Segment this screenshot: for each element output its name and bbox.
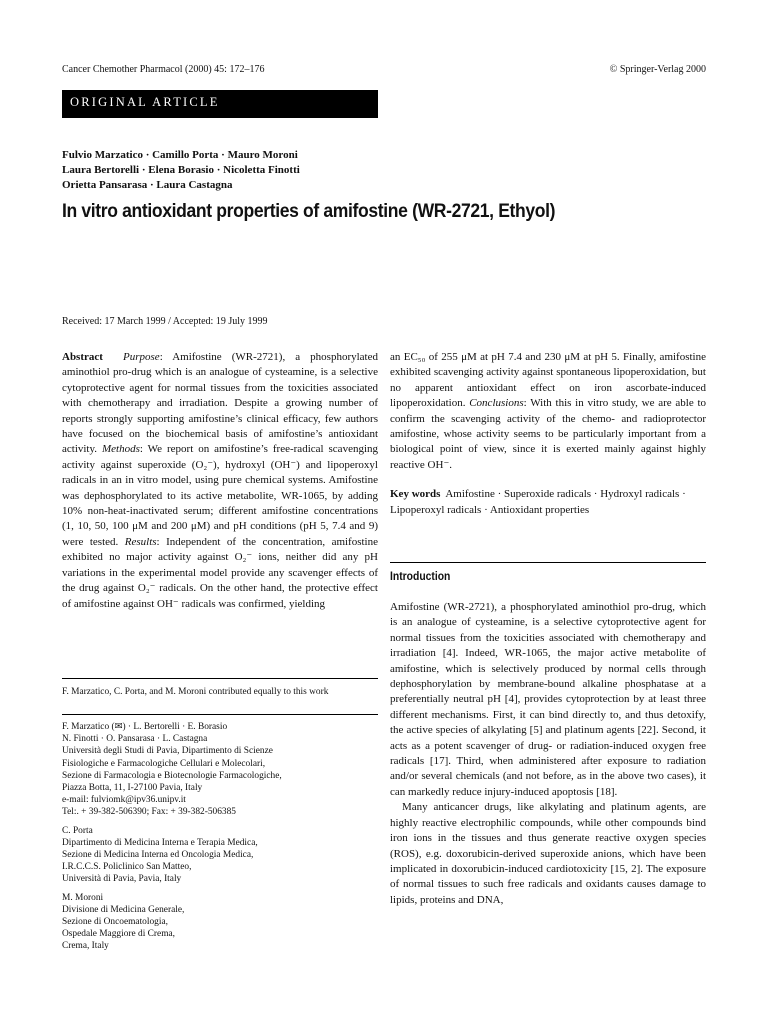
affiliation-line: F. Marzatico (✉) · L. Bertorelli · E. Borasio [62,722,228,732]
affiliation-line: Ospedale Maggiore di Crema, [62,929,175,940]
abstract-left-column [62,350,378,612]
results-label: Results [124,535,157,548]
purpose-label: Purpose [123,351,160,363]
affiliation-line: Sezione di Medicina Interna ed Oncologia Medica, [62,850,254,861]
abstract-right-column [390,350,706,518]
affiliation-line: Sezione di Farmacologia e Biotecnologie Farmacologiche, [62,770,282,781]
affiliation-line: M. Moroni [62,892,104,903]
keywords-text: Amifostine · Superoxide radicals · Hydroxyl radicals · Lipoperoxyl radicals · Antioxidant properties [390,488,686,516]
affiliation-divider [62,714,378,715]
keywords [390,487,706,518]
copyright-notice: © Springer-Verlag 2000 [609,64,706,75]
author-line: Laura Bertorelli · Elena Borasio · Nicoletta Finotti [62,164,300,176]
affiliation-line: Università di Pavia, Pavia, Italy [62,874,182,885]
introduction-body [390,600,706,908]
received-accepted-dates: Received: 17 March 1999 / Accepted: 19 July 1999 [62,316,268,327]
affiliation-line: Crema, Italy [62,941,109,952]
affiliation-line: Piazza Botta, 11, I-27100 Pavia, Italy [62,783,203,794]
abstract-continued-text: an EC₅₀ of 255 μM at pH 7.4 and 230 μM at pH 5. Finally, amifostine exhibited scavenging activity against spontaneous lipoperoxidation, but no apparent antioxidant effect on iron ascorbate-induced lipoperoxidation. [390,351,706,410]
abstract-label: Abstract [62,351,103,363]
conclusions-text: : With this in vitro study, we are able to confirm the scavenging activity of the chemo- and radioprotector amifostine, whose activity seems to be particularly important from a biological point of view, since it is exerted mainly against highly reactive OH⁻. [390,397,707,471]
author-line: Fulvio Marzatico · Camillo Porta · Mauro Moroni [62,149,298,161]
conclusions-label: Conclusions [469,397,524,410]
affiliation-line: Divisione di Medicina Generale, [62,904,185,915]
affiliation-block [62,892,378,953]
introduction-paragraph: Amifostine (WR-2721), a phosphorylated aminothiol pro-drug, which is an analogue of cysteamine, is a selective cytoprotective agent for normal tissues from the toxicities associated with chemotherapy and irradiation [4]. Indeed, WR-1065, the major active metabolite of amifostine, which is selectively produced by normal cells through dephosphorylation by membrane-bound alkaline phosphatase at a preferentially neutral pH [4], provides cytoprotection by at least three different mechanisms. First, it can bind directly to, and thus detoxify, the active species of alkylating [5] and platinum agents [22]. Second, it acts as a potent scavenger of drug- or radiation-induced oxygen free radicals [17]. Third, when administered after exposure to radiation and/or several chemicals (and not before, as in the above two cases), it can markedly reduce injury-induced apoptosis [18]. [390,601,706,798]
affiliation-line: I.R.C.C.S. Policlinico San Matteo, [62,862,192,873]
introduction-paragraph: Many anticancer drugs, like alkylating and platinum agents, are highly reactive electrophilic compounds, while other compounds bind iron ions in the tissues and thus generate reactive oxygen species (ROS), e.g. doxorubicin-derived superoxide anions, which have been implicated in doxorubicin-induced cardiotoxicity [15, 2]. The exposure of normal tissues to such free radicals and oxidants causes damage to lipids, proteins and DNA, [390,801,706,906]
keywords-label: Key words [390,488,441,501]
journal-citation: Cancer Chemother Pharmacol (2000) 45: 172–176 [62,64,265,75]
footnote-divider [62,678,378,679]
introduction-heading: Introduction [390,571,451,583]
results-text: : Independent of the concentration, amifostine exhibited no major activity against O₂⁻ ions, neither did any pH variations in the experimental model provide any scavenger effects of the drug against O₂⁻ radicals. On the other hand, the protective effect of amifostine against OH⁻ radicals was confirmed, yielding [62,535,378,610]
affiliation-line: Sezione di Oncoematologia, [62,917,168,928]
author-list [62,148,300,193]
affiliation-line: Fisiologiche e Farmacologiche Cellulari e Molecolari, [62,758,266,769]
affiliation-block [62,721,378,819]
abstract-text [62,350,378,612]
abstract-continued [390,350,706,473]
purpose-text: : Amifostine (WR-2721), a phosphorylated aminothiol pro-drug which is an analogue of cysteamine, is a selective cytoprotective agent for normal tissues from the toxicities associated with chemotherapy and irradiation. Despite a growing number of reports strongly supporting amifostine’s clinical efficacy, few authors have focused on the biochemical basis of amifostine’s antioxidant activity. [62,351,378,456]
methods-label: Methods [101,443,140,456]
article-type-banner: ORIGINAL ARTICLE [62,90,378,118]
section-divider [390,562,706,563]
author-line: Orietta Pansarasa · Laura Castagna [62,179,233,191]
email-line: e-mail: fulviomk@ipv36.unipv.it [62,795,186,806]
affiliations [62,721,378,959]
article-title: In vitro antioxidant properties of amifostine (WR-2721, Ethyol) [62,200,556,222]
contribution-footnote: F. Marzatico, C. Porta, and M. Moroni contributed equally to this work [62,687,329,697]
affiliation-line: N. Finotti · O. Pansarasa · L. Castagna [62,734,208,745]
affiliation-line: Università degli Studi di Pavia, Dipartimento di Scienze [62,746,273,757]
methods-text: : We report on amifostine’s free-radical scavenging activity against superoxide (O₂⁻), hydroxyl (OH⁻) and lipoperoxyl radicals in an in vitro model, using pure chemical systems. Amifostine was dephosphorylated to its active metabolite, WR-1065, by adding 10% non-heat-inactivated serum; different amifostine concentrations (1, 10, 50, 100 μM and 200 μM) and pH conditions (pH 5, 7.4 and 9) were tested. [62,443,379,548]
affiliation-block [62,825,378,886]
phone-line: Tel:. + 39-382-506390; Fax: + 39-382-506385 [62,807,236,818]
affiliation-line: Dipartimento di Medicina Interna e Terapia Medica, [62,837,258,848]
affiliation-line: C. Porta [62,825,93,836]
